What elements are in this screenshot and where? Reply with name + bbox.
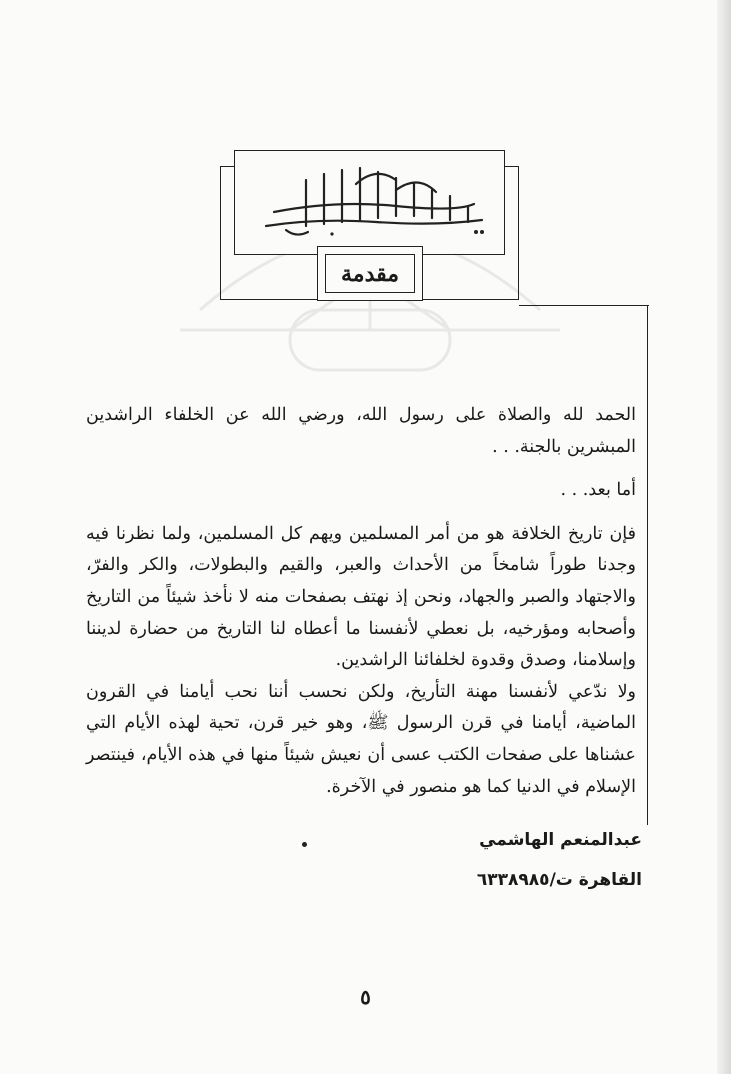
paragraph-amma-baad: أما بعد. . . [560,480,636,501]
basmala-logo [246,160,494,242]
basmala-calligraphy [246,160,494,242]
paragraph-caliphate-history: فإن تاريخ الخلافة هو من أمر المسلمين ويهم كل المسلمين، ولما نظرنا فيه وجدنا طوراً شامخاً من الأحداث والعبر، والقيم والبطولات، والكر والفرّ، والاجتهاد والصبر والجهاد، ونحن إذ نهتف بصفحات منه لا نأخذ شيئاً من التاريخ وأصحابه ومؤرخيه، بل نعطي لأنفسنا ما أعطاه لنا التاريخ من حضارة لديننا وإسلامنا، وصدق وقدوة لخلفائنا الراشدين. [86,523,636,671]
paragraph-opening: الحمد لله والصلاة على رسول الله، ورضي الله عن الخلفاء الراشدين المبشرين بالجنة. . . [86,405,636,457]
frame-connector-line [519,305,649,306]
page-edge-shadow [717,0,731,1074]
paragraph-closing: ولا ندّعي لأنفسنا مهنة التأريخ، ولكن نحسب أننا نحب أيامنا في القرون الماضية، أيامنا في قرن الرسول ﷺ، وهو خير قرن، تحية لهذه الأيام التي عشناها على صفحات الكتب عسى أن نعيش شيئاً منها في هذه الأيام، فينتصر الإسلام في الدنيا كما هو منصور في الآخرة. [86,681,636,797]
side-rule-line [647,305,648,825]
introduction-body [86,400,636,803]
signature-dot [302,842,307,847]
page-number: ٥ [360,985,371,1009]
place-and-phone: القاهرة ت/٦٣٣٨٩٨٥ [476,870,642,890]
section-title: مقدمة [325,254,415,293]
author-signature: عبدالمنعم الهاشمي [479,830,642,850]
